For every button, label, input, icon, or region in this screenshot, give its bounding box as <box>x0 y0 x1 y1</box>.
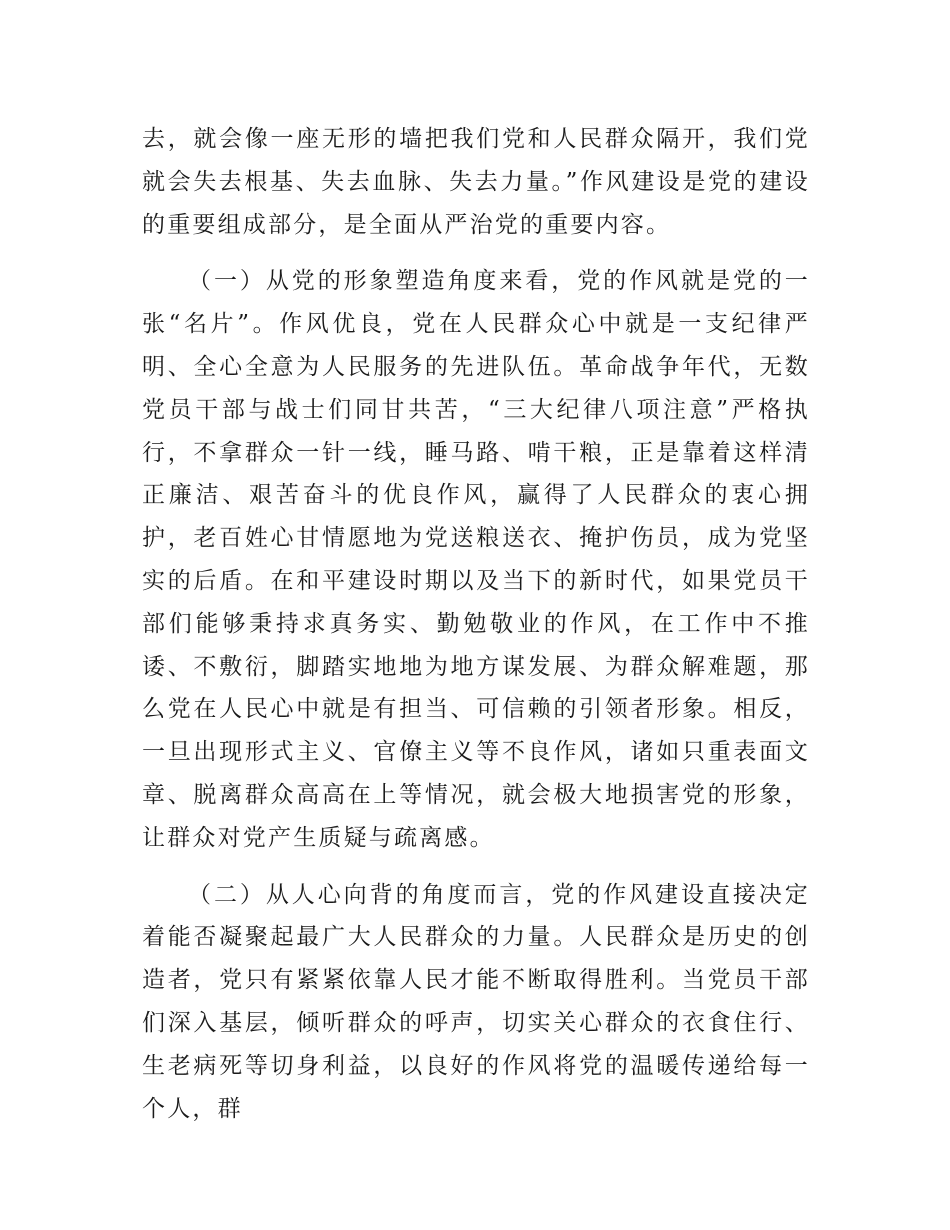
paragraph-continuation: 去，就会像一座无形的墙把我们党和人民群众隔开，我们党就会失去根基、失去血脉、失去力量。”作风建设是党的建设的重要组成部分，是全面从严治党的重要内容。 <box>142 126 810 238</box>
paragraph-section-2: （二）从人心向背的角度而言，党的作风建设直接决定着能否凝聚起最广大人民群众的力量。人民群众是历史的创造者，党只有紧紧依靠人民才能不断取得胜利。当党员干部们深入基层，倾听群众的呼声，切实关心群众的衣食住行、生老病死等切身利益，以良好的作风将党的温暖传递给每一个人，群 <box>142 881 810 1122</box>
paragraph-section-1: （一）从党的形象塑造角度来看，党的作风就是党的一张“名片”。作风优良，党在人民群众心中就是一支纪律严明、全心全意为人民服务的先进队伍。革命战争年代，无数党员干部与战士们同甘共苦，“三大纪律八项注意”严格执行，不拿群众一针一线，睡马路、啃干粮，正是靠着这样清正廉洁、艰苦奋斗的优良作风，赢得了人民群众的衷心拥护，老百姓心甘情愿地为党送粮送衣、掩护伤员，成为党坚实的后盾。在和平建设时期以及当下的新时代，如果党员干部们能够秉持求真务实、勤勉敬业的作风，在工作中不推诿、不敷衍，脚踏实地地为地方谋发展、为群众解难题，那么党在人民心中就是有担当、可信赖的引领者形象。相反，一旦出现形式主义、官僚主义等不良作风，诸如只重表面文章、脱离群众高高在上等情况，就会极大地损害党的形象，让群众对党产生质疑与疏离感。 <box>142 268 810 851</box>
document-body <box>142 118 810 1130</box>
